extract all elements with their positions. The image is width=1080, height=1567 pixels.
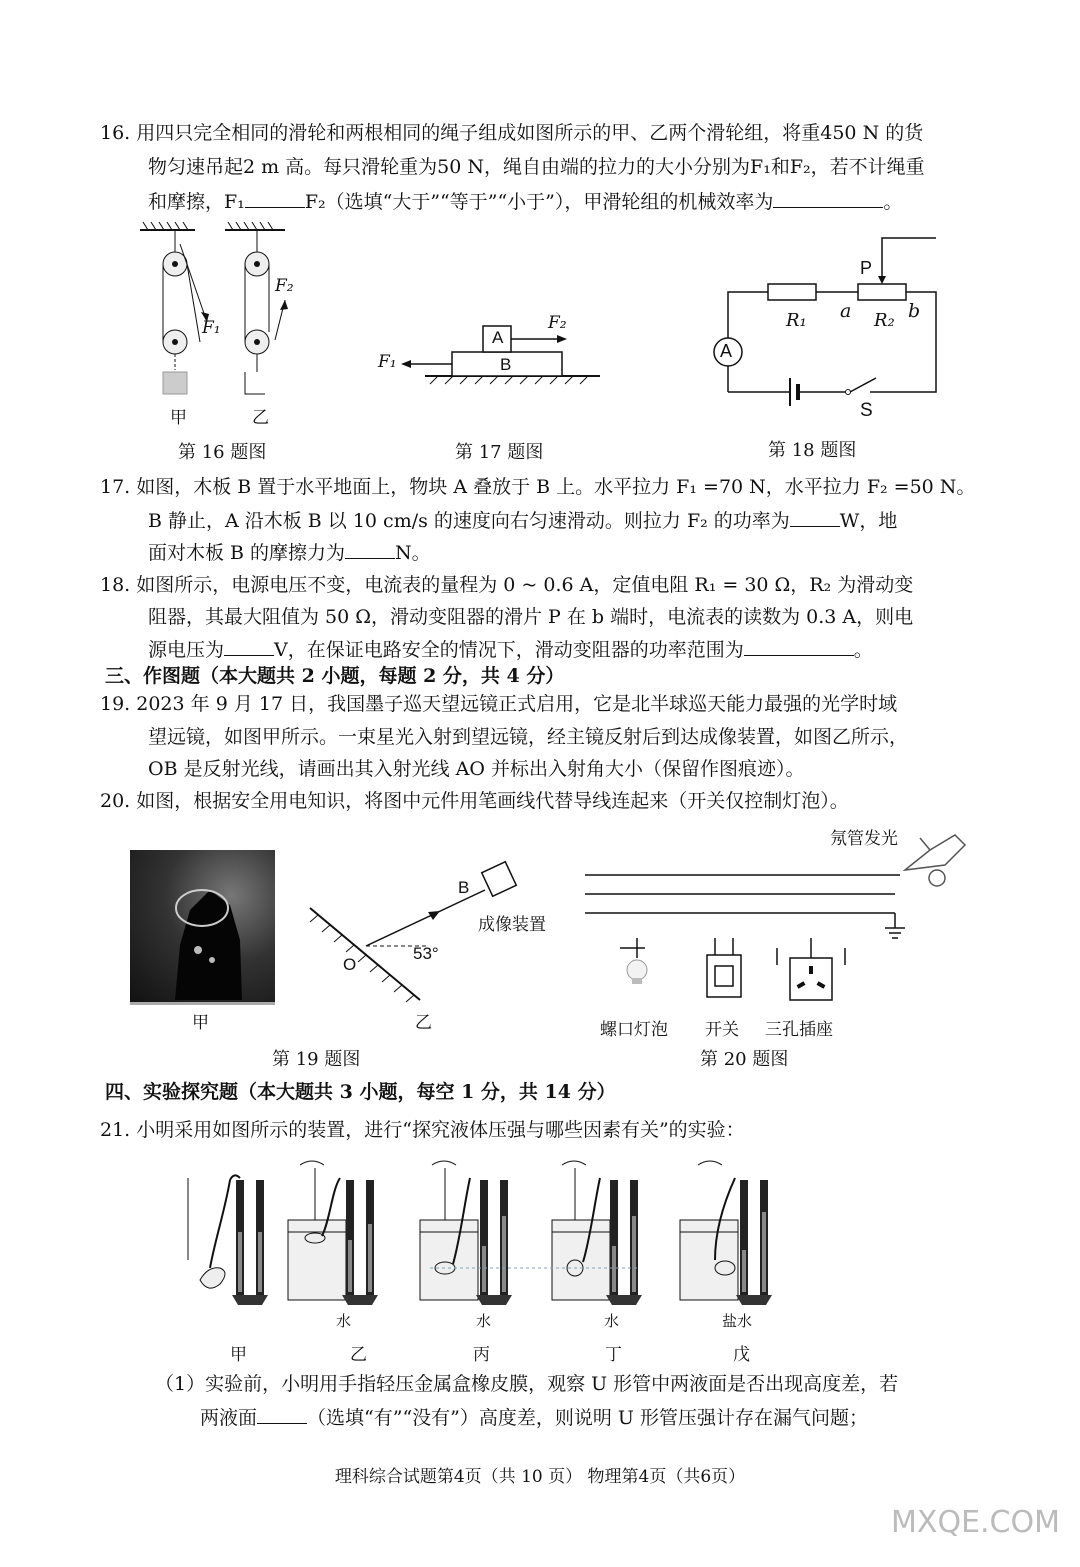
- answer-blank: [245, 189, 305, 208]
- telescope-photo: [130, 850, 275, 1005]
- fig19-o: O: [343, 955, 357, 974]
- fig19-device: 成像装置: [478, 915, 546, 935]
- fig16-caption: 第 16 题图: [178, 442, 267, 463]
- fig17-b: B: [500, 355, 512, 374]
- fig18-ammeter: A: [720, 341, 733, 361]
- q16-line3: [148, 189, 902, 214]
- fig18-caption: 第 18 题图: [768, 440, 857, 461]
- q21-p1b: 两液面: [200, 1407, 258, 1429]
- section-3-heading: 三、作图题（本大题共 2 小题，每题 2 分，共 4 分）: [105, 665, 565, 687]
- watermark-logo: MXQE.COM: [891, 1505, 1060, 1540]
- q21-p1c: （选填“有”“没有”）高度差，则说明 U 形管压强计存在漏气问题；: [307, 1407, 868, 1429]
- answer-blank: [257, 1405, 307, 1424]
- fig21-wu: 戊: [733, 1345, 750, 1365]
- q17-line3: [148, 540, 431, 565]
- fig21-water-yi: 水: [336, 1312, 352, 1330]
- answer-blank: [224, 637, 274, 656]
- fig19-b: B: [458, 878, 470, 897]
- q16-line2: 物匀速吊起2 m 高。每只滑轮重为50 N，绳自由端的拉力的大小分别为F₁和F₂，若不计绳重: [148, 156, 925, 178]
- answer-blank: [345, 540, 395, 559]
- fig21-water-bing: 水: [476, 1312, 492, 1330]
- fig17-a: A: [492, 328, 504, 347]
- q16-l3b: F₂（选填“大于”“等于”“小于”），甲滑轮组的机械效率为: [304, 191, 774, 213]
- q18-line1: 18. 如图所示，电源电压不变，电流表的量程为 0 ~ 0.6 A，定值电阻 R₁ = 30 Ω，R₂ 为滑动变: [100, 574, 914, 596]
- answer-blank: [744, 637, 854, 656]
- fig17-blocks: [375, 310, 605, 390]
- fig16-pulleys: [135, 222, 305, 412]
- q17-line1: 17. 如图，木板 B 置于水平地面上，物块 A 叠放于 B 上。水平拉力 F₁ =70 N，水平拉力 F₂ =50 N。: [100, 476, 976, 498]
- section-4-heading: 四、实验探究题（本大题共 3 小题，每空 1 分，共 14 分）: [105, 1081, 616, 1103]
- q16-l3c: 。: [883, 191, 903, 213]
- fig18-r2: R₂: [874, 310, 895, 331]
- q16-line1: 16. 用四只完全相同的滑轮和两根相同的绳子组成如图所示的甲、乙两个滑轮组，将重450 N 的货: [100, 122, 924, 144]
- fig20-socket: 三孔插座: [765, 1020, 833, 1040]
- q21-line1: 21. 小明采用如图所示的装置，进行“探究液体压强与哪些因素有关”的实验：: [100, 1119, 745, 1141]
- q17-l3b: N。: [395, 542, 431, 564]
- q18-line3: [148, 637, 873, 662]
- fig21-manometers: [170, 1150, 810, 1310]
- fig21-ding: 丁: [605, 1345, 622, 1365]
- q17-l3a: 面对木板 B 的摩擦力为: [148, 542, 346, 564]
- page-footer: 理科综合试题第4页（共 10 页） 物理第4页（共6页）: [334, 1467, 746, 1487]
- fig20-caption: 第 20 题图: [700, 1049, 789, 1070]
- fig18-circuit: [700, 232, 950, 412]
- q21-part1-line2: [200, 1405, 868, 1430]
- fig16-f1: F₁: [202, 318, 221, 338]
- q19-line1: 19. 2023 年 9 月 17 日，我国墨子巡天望远镜正式启用，它是北半球巡天能力最强的光学时域: [100, 693, 898, 715]
- fig21-salt-wu: 盐水: [722, 1312, 753, 1330]
- fig21-jia: 甲: [230, 1345, 247, 1365]
- fig19-jia: 甲: [192, 1013, 209, 1033]
- fig17-f2: F₂: [548, 313, 567, 333]
- fig19-caption: 第 19 题图: [272, 1049, 361, 1070]
- fig18-p: P: [860, 258, 873, 278]
- q17-l2a: B 静止，A 沿木板 B 以 10 cm/s 的速度向右匀速滑动。则拉力 F₂ 的功率为: [148, 510, 790, 532]
- fig16-yi: 乙: [252, 408, 269, 428]
- fig20-neon: 氖管发光: [830, 829, 898, 849]
- fig20-bulb: 螺口灯泡: [600, 1020, 668, 1040]
- telescope-silhouette: [130, 850, 275, 1002]
- q21-part1-line1: （1）实验前，小明用手指轻压金属盒橡皮膜，观察 U 形管中两液面是否出现高度差，若: [155, 1373, 899, 1395]
- fig17-f1: F₁: [378, 352, 397, 372]
- fig20-switch: 开关: [705, 1020, 739, 1040]
- fig21-water-ding: 水: [604, 1312, 620, 1330]
- q19-line3: OB 是反射光线，请画出其入射光线 AO 并标出入射角大小（保留作图痕迹）。: [148, 758, 805, 780]
- q16-l3a: 和摩擦，F₁: [148, 191, 245, 213]
- q17-line2: [148, 508, 897, 533]
- fig21-yi: 乙: [350, 1345, 367, 1365]
- answer-blank: [790, 508, 840, 527]
- q17-l2b: W，地: [839, 510, 898, 532]
- fig19-angle: 53°: [413, 944, 439, 963]
- fig20-circuit: [585, 820, 980, 1030]
- fig16-f2: F₂: [275, 276, 294, 296]
- q18-l3b: V，在保证电路安全的情况下，滑动变阻器的功率范围为: [274, 639, 744, 661]
- q18-l3a: 源电压为: [148, 639, 225, 661]
- q19-line2: 望远镜，如图甲所示。一束星光入射到望远镜，经主镜反射后到达成像装置，如图乙所示，: [148, 726, 909, 748]
- q18-line2: 阻器，其最大阻值为 50 Ω，滑动变阻器的滑片 P 在 b 端时，电流表的读数为 0.3 A，则电: [148, 606, 914, 628]
- fig17-caption: 第 17 题图: [455, 442, 544, 463]
- fig19-yi: 乙: [415, 1013, 432, 1033]
- fig21-bing: 丙: [473, 1345, 490, 1365]
- q18-l3c: 。: [853, 639, 873, 661]
- fig18-b: b: [908, 300, 921, 322]
- fig19-mirror: [300, 860, 560, 1010]
- q20-line1: 20. 如图，根据安全用电知识，将图中元件用笔画线代替导线连起来（开关仅控制灯泡）。: [100, 790, 849, 812]
- fig18-s: S: [860, 400, 873, 421]
- fig18-r1: R₁: [786, 310, 807, 331]
- fig18-a: a: [840, 300, 852, 322]
- fig16-jia: 甲: [170, 408, 187, 428]
- answer-blank: [773, 189, 883, 208]
